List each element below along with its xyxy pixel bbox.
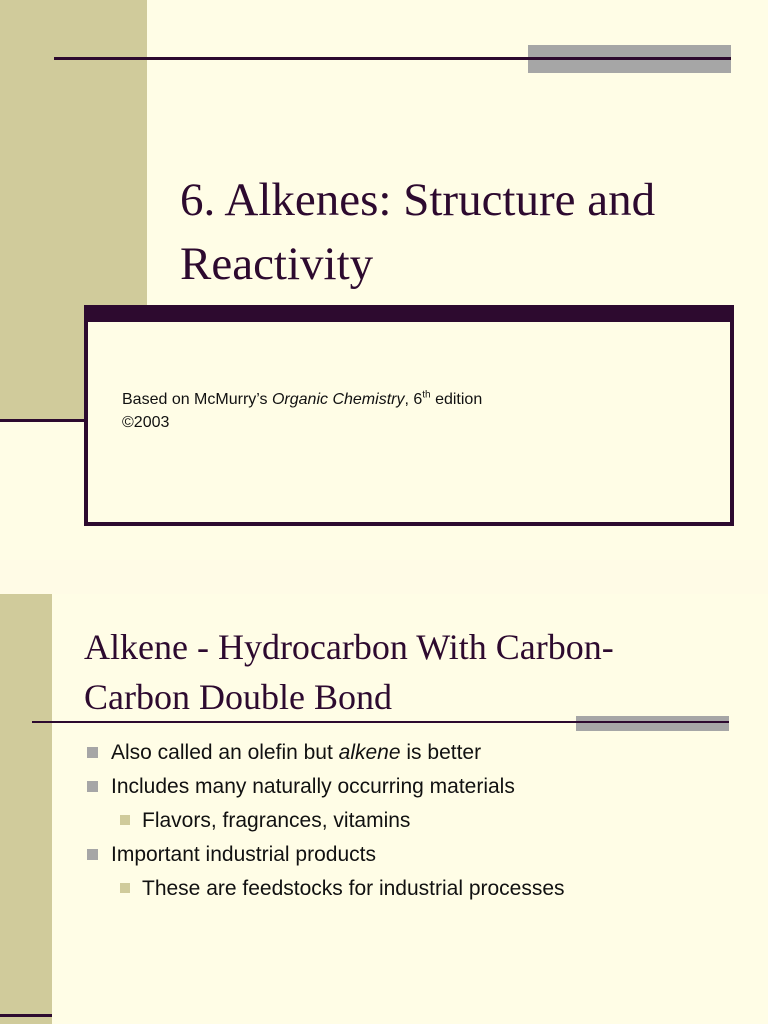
title-line-1: Alkene - Hydrocarbon With Carbon-: [84, 627, 614, 667]
bullet-emphasis: alkene: [338, 741, 401, 764]
edition-suffix: th: [422, 389, 431, 401]
bullet-square-icon: [87, 849, 98, 860]
side-rule: [0, 1014, 52, 1017]
slide-2-title: [84, 622, 744, 722]
sub-bullet-item: [86, 872, 746, 906]
top-rule-overlay: [528, 57, 731, 60]
edition-word: edition: [435, 391, 483, 408]
sub-bullet-item: [86, 804, 746, 838]
bullet-text: Also called an olefin but: [111, 741, 333, 764]
title-line-1: 6. Alkenes: Structure and: [180, 174, 656, 226]
title-line-2: Reactivity: [180, 238, 374, 290]
bullet-list: [86, 736, 746, 906]
title-rule-overlay: [576, 721, 729, 723]
slide-2: [0, 594, 768, 1024]
sub-bullet-square-icon: [120, 883, 130, 893]
title-gray-bar: [576, 716, 729, 731]
subtitle-comma: ,: [404, 391, 409, 408]
side-color-band: [0, 594, 52, 1024]
slide-1-title: [180, 168, 740, 296]
sub-bullet-square-icon: [120, 815, 130, 825]
copyright: ©2003: [122, 414, 170, 431]
title-line-2: Carbon Double Bond: [84, 677, 392, 717]
bullet-item: [86, 838, 746, 872]
bullet-text: Flavors, fragrances, vitamins: [142, 809, 411, 832]
side-rule: [0, 419, 86, 422]
bullet-text: Important industrial products: [111, 843, 376, 866]
bullet-square-icon: [87, 781, 98, 792]
subtitle-text: [122, 388, 482, 434]
bullet-item: [86, 770, 746, 804]
bullet-text: These are feedstocks for industrial processes: [142, 877, 565, 900]
bullet-text: Includes many naturally occurring materials: [111, 775, 515, 798]
bullet-item: [86, 736, 746, 770]
bullet-text: is better: [406, 741, 482, 764]
edition-number: 6: [413, 391, 423, 408]
bullet-square-icon: [87, 747, 98, 758]
subtitle-prefix: Based on McMurry’s: [122, 391, 268, 408]
book-title: Organic Chemistry: [271, 391, 405, 408]
